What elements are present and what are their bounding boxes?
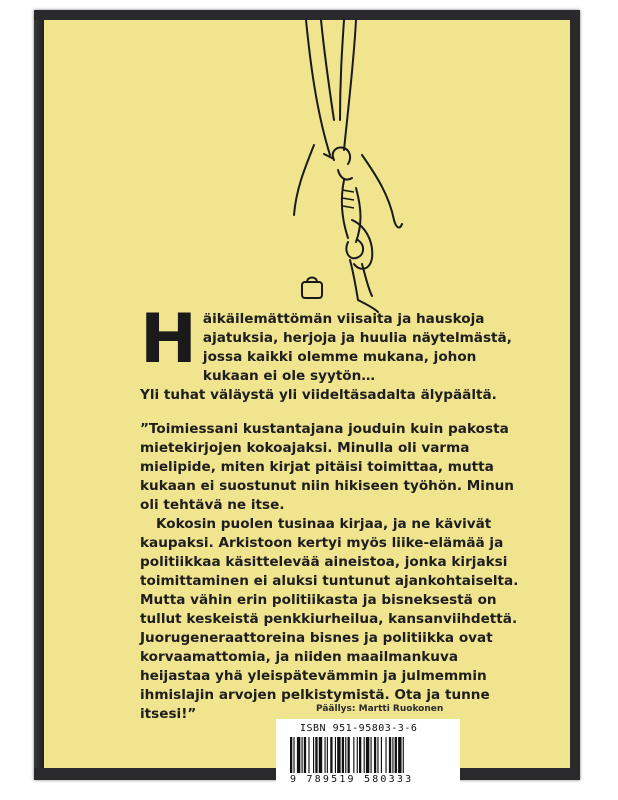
barcode-bar bbox=[313, 737, 314, 773]
barcode-bar bbox=[325, 737, 326, 773]
barcode-bar bbox=[327, 737, 328, 773]
barcode-bar bbox=[359, 737, 361, 773]
barcode-bar bbox=[304, 737, 306, 773]
barcode-bar bbox=[371, 737, 372, 773]
quote-paragraph-1: ”Toimiessani kustantajana jouduin kuin pakosta mietekirjojen kokoajaksi. Minulla oli varma mielipide, miten kirjat pitäisi toimittaa, mutta kukaan ei suostunut niin hikiseen työhön. Minun oli tehtävä ne itse. bbox=[140, 421, 514, 513]
drop-cap: H bbox=[140, 300, 197, 379]
barcode-bar bbox=[403, 737, 404, 773]
barcode-bar bbox=[335, 737, 336, 773]
intro-text: äikäilemättömän viisaita ja hauskoja ajatuksia, herjoja ja huulia näytelmästä, jossa kaikki olemme mukana, johon kukaan ei ole syytön… bbox=[202, 311, 512, 384]
barcode-bar bbox=[308, 737, 309, 773]
barcode-bar bbox=[366, 737, 369, 773]
barcode-bar bbox=[392, 737, 393, 773]
isbn-label: ISBN 951-95803-3-6 bbox=[300, 723, 418, 734]
intro-blurb bbox=[140, 300, 560, 386]
intro-last-line bbox=[140, 386, 580, 405]
author-quote bbox=[140, 420, 590, 724]
quote-paragraph-2: Kokosin puolen tusinaa kirjaa, ja ne kävivät kaupaksi. Arkistoon kertyi myös liike-elämää ja politiikkaa käsittelevää aineistoa, jonka kirjaksi toimittaminen ei aluksi tuntunut ajankohtaiselta. Mutta vähin erin politiikasta ja bisneksestä on tullut keskeistä penkkiurheilua, kansanviihdettä. Juorugeneraattoreina bisnes ja politiikka ovat korvaamattomia, ja niiden maailmankuva heijastaa yhä yleispätevämmin ja julmemmin ihmislajin arvojen pelkistymistä. Ota ja tunne itsesi!” bbox=[140, 516, 519, 722]
barcode-box bbox=[276, 719, 460, 787]
barcode-bar bbox=[395, 737, 397, 773]
cover-face bbox=[44, 20, 570, 785]
barcode-bar bbox=[357, 737, 358, 773]
hanging-figure-illustration bbox=[244, 20, 444, 320]
barcode-bar bbox=[342, 737, 344, 773]
cover-credit: Päällys: Martti Ruokonen bbox=[316, 704, 444, 714]
barcode-bar bbox=[297, 737, 300, 773]
barcode-bar bbox=[293, 737, 294, 773]
barcode-bar bbox=[389, 737, 391, 773]
barcode-bar bbox=[374, 737, 376, 773]
barcode-bar bbox=[385, 737, 386, 773]
barcode-bar bbox=[290, 737, 292, 773]
barcode-bar bbox=[337, 737, 340, 773]
barcode-bar bbox=[330, 737, 332, 773]
spine-edge bbox=[34, 20, 44, 768]
barcode-bar bbox=[398, 737, 401, 773]
barcode-bar bbox=[364, 737, 365, 773]
barcode-bar bbox=[348, 737, 350, 773]
barcode-bar bbox=[315, 737, 317, 773]
ean-barcode bbox=[290, 737, 446, 775]
barcode-bar bbox=[381, 737, 382, 773]
barcode-bar bbox=[319, 737, 322, 773]
intro-last-line-text: Yli tuhat väläystä yli viideltäsadalta älypäältä. bbox=[140, 387, 497, 403]
book-back-cover bbox=[34, 10, 580, 785]
ean-number: 9 789519 580333 bbox=[290, 774, 414, 785]
barcode-bar bbox=[302, 737, 303, 773]
barcode-bar bbox=[345, 737, 346, 773]
barcode-bar bbox=[353, 737, 354, 773]
barcode-bar bbox=[377, 737, 378, 773]
